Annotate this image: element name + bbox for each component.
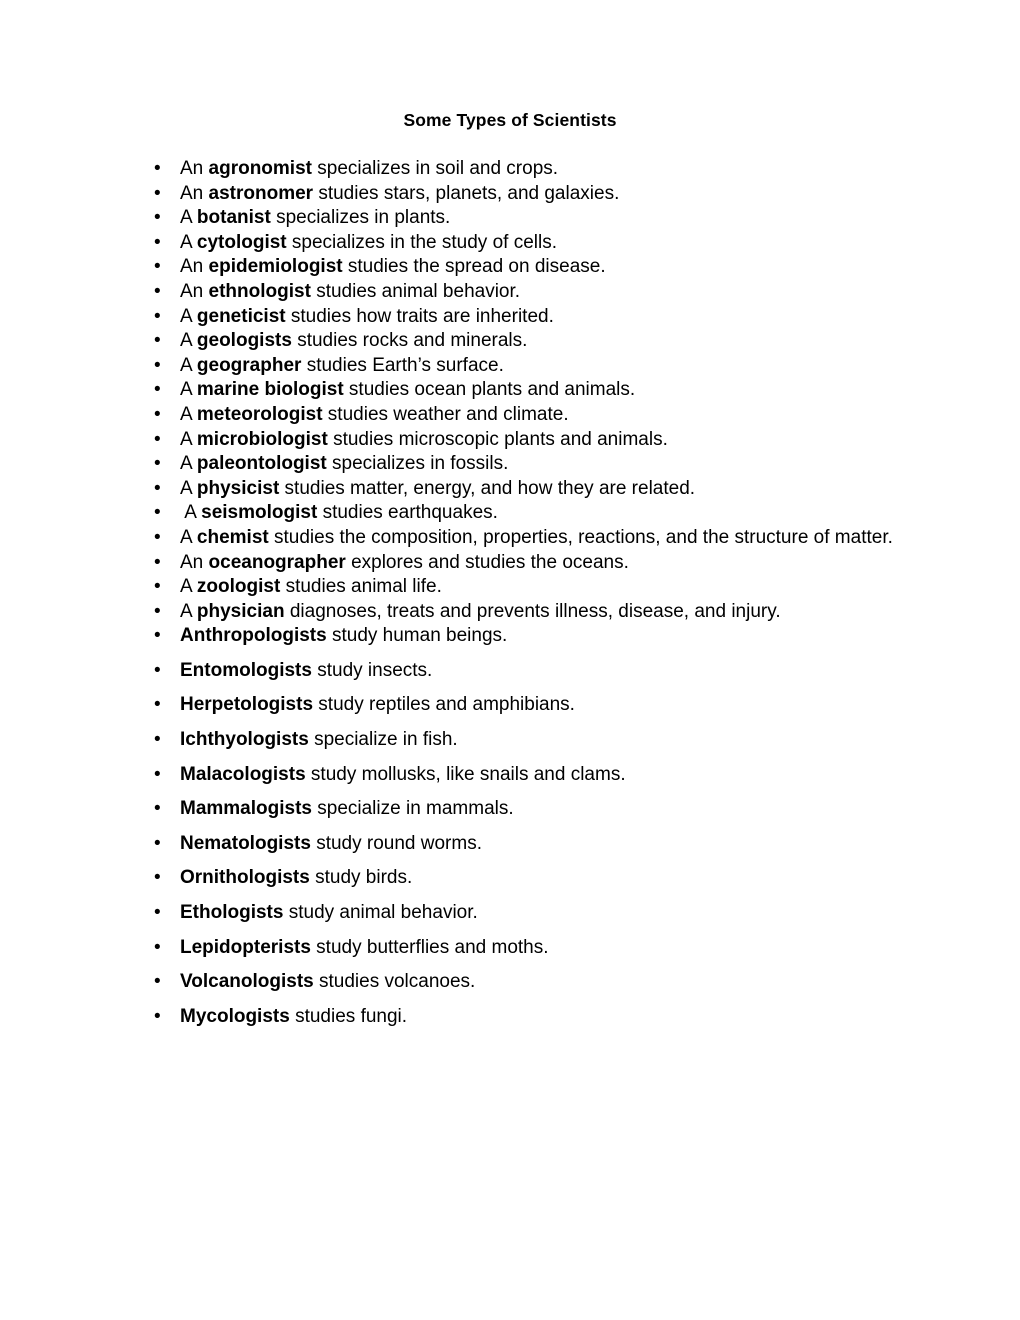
list-item-term: physician	[196, 600, 285, 622]
list-item	[96, 575, 924, 600]
list-item-term: geographer	[196, 354, 302, 376]
list-item-term: Malacologists	[180, 763, 306, 785]
list-item-description: specializes in fossils.	[326, 453, 509, 475]
list-item-term: Anthropologists	[180, 625, 327, 647]
list-item-term: meteorologist	[196, 403, 323, 425]
bullet-icon: •	[154, 971, 161, 993]
list-item-description: studies Earth’s surface.	[301, 354, 504, 376]
list-item-description: studies ocean plants and animals.	[343, 379, 636, 401]
list-item	[96, 452, 924, 477]
list-item-term: Nematologists	[180, 832, 311, 854]
list-item	[96, 624, 924, 649]
list-item-prefix: An	[180, 280, 209, 302]
bullet-icon: •	[154, 902, 161, 924]
list-item	[96, 206, 924, 231]
bullet-icon: •	[154, 694, 161, 716]
list-item-description: study birds.	[309, 867, 413, 889]
list-item-term: Mycologists	[180, 1005, 290, 1027]
list-item-prefix: A	[180, 379, 197, 401]
list-item-description: specialize in fish.	[308, 729, 458, 751]
list-item-prefix: A	[180, 305, 197, 327]
list-item-description: study animal behavior.	[283, 902, 478, 924]
list-item-prefix: An	[180, 182, 209, 204]
list-item-prefix: A	[180, 453, 197, 475]
bullet-icon: •	[154, 832, 161, 854]
list-item-prefix: An	[180, 256, 209, 278]
list-item	[96, 305, 924, 330]
list-item-term: Ethologists	[180, 902, 284, 924]
list-item	[96, 157, 924, 182]
list-item-prefix: A	[180, 207, 197, 229]
list-item-term: astronomer	[208, 182, 314, 204]
list-item-prefix: A	[180, 477, 197, 499]
list-item-term: Volcanologists	[180, 971, 314, 993]
bullet-icon: •	[154, 453, 161, 475]
list-item	[96, 1005, 924, 1030]
list-item-description: diagnoses, treats and prevents illness, disease, and injury.	[284, 600, 781, 622]
list-item-description: study reptiles and amphibians.	[313, 694, 575, 716]
list-item-term: paleontologist	[196, 453, 327, 475]
list-item	[96, 428, 924, 453]
list-item-prefix: A	[180, 526, 197, 548]
bullet-icon: •	[154, 576, 161, 598]
bullet-icon: •	[154, 477, 161, 499]
list-item-prefix: A	[180, 502, 202, 524]
bullet-icon: •	[154, 867, 161, 889]
list-item-term: epidemiologist	[208, 256, 343, 278]
list-item-prefix: A	[180, 576, 197, 598]
list-item-term: oceanographer	[208, 551, 346, 573]
list-item	[96, 378, 924, 403]
bullet-icon: •	[154, 729, 161, 751]
list-item-description: studies fungi.	[289, 1005, 408, 1027]
list-item	[96, 501, 924, 526]
list-item	[96, 403, 924, 428]
list-item-description: studies weather and climate.	[322, 403, 569, 425]
list-item	[96, 797, 924, 822]
list-item-term: agronomist	[208, 158, 312, 179]
list-item-description: studies the spread on disease.	[342, 256, 606, 278]
list-item	[96, 659, 924, 684]
list-item-description: studies volcanoes.	[313, 971, 476, 993]
list-item-prefix: A	[180, 403, 197, 425]
list-item-term: Ornithologists	[180, 867, 310, 889]
list-item-description: specializes in the study of cells.	[286, 231, 557, 253]
list-item-description: studies the composition, properties, reactions, and the structure of matter.	[268, 526, 893, 548]
list-item-prefix: A	[180, 231, 197, 253]
page-title: Some Types of Scientists	[403, 110, 617, 130]
list-item-term: Ichthyologists	[180, 729, 309, 751]
bullet-icon: •	[154, 330, 161, 352]
list-item-description: specializes in soil and crops.	[311, 158, 559, 179]
list-item	[96, 832, 924, 857]
list-item-term: geneticist	[196, 305, 286, 327]
list-item-description: specializes in plants.	[270, 207, 451, 229]
list-item	[96, 600, 924, 625]
bullet-icon: •	[154, 280, 161, 302]
list-item-prefix: A	[180, 600, 197, 622]
list-item-term: microbiologist	[196, 428, 328, 450]
list-item	[96, 901, 924, 926]
list-item	[96, 280, 924, 305]
list-item	[96, 526, 924, 551]
list-item	[96, 763, 924, 788]
list-item-term: zoologist	[196, 576, 281, 598]
list-item-term: Mammalogists	[180, 798, 312, 820]
list-item	[96, 551, 924, 576]
list-item-term: seismologist	[201, 502, 318, 524]
list-item	[96, 329, 924, 354]
list-item-description: studies animal behavior.	[310, 280, 521, 302]
list-item-description: study human beings.	[326, 625, 508, 647]
list-item-prefix: An	[180, 158, 209, 179]
list-item	[96, 866, 924, 891]
bullet-icon: •	[154, 256, 161, 278]
list-item	[96, 728, 924, 753]
list-item-description: study mollusks, like snails and clams.	[305, 763, 626, 785]
list-item-description: studies how traits are inherited.	[285, 305, 554, 327]
list-item	[96, 970, 924, 995]
list-item-description: study butterflies and moths.	[310, 936, 549, 958]
list-item	[96, 354, 924, 379]
bullet-icon: •	[154, 936, 161, 958]
bullet-icon: •	[154, 798, 161, 820]
bullet-icon: •	[154, 526, 161, 548]
list-item-prefix: A	[180, 428, 197, 450]
list-item-term: Lepidopterists	[180, 936, 311, 958]
list-item-term: botanist	[196, 207, 271, 229]
list-item-term: cytologist	[196, 231, 287, 253]
bullet-icon: •	[154, 428, 161, 450]
list-item-term: Herpetologists	[180, 694, 314, 716]
list-item-prefix: A	[180, 354, 197, 376]
bullet-icon: •	[154, 305, 161, 327]
list-item-term: physicist	[196, 477, 280, 499]
list-item-term: marine biologist	[196, 379, 344, 401]
bullet-icon: •	[154, 502, 161, 524]
bullet-icon: •	[154, 551, 161, 573]
bullet-icon: •	[154, 231, 161, 253]
list-item-description: studies microscopic plants and animals.	[327, 428, 668, 450]
list-item	[96, 182, 924, 207]
list-item	[96, 477, 924, 502]
bullet-icon: •	[154, 354, 161, 376]
bullet-icon: •	[154, 182, 161, 204]
bullet-icon: •	[154, 1005, 161, 1027]
bullet-icon: •	[154, 207, 161, 229]
list-item	[96, 693, 924, 718]
bullet-icon: •	[154, 600, 161, 622]
list-item-prefix: A	[180, 330, 197, 352]
list-item-term: geologists	[196, 330, 292, 352]
list-item-term: Entomologists	[180, 659, 312, 681]
list-item	[96, 231, 924, 256]
bullet-icon: •	[154, 763, 161, 785]
list-item-description: studies matter, energy, and how they are related.	[279, 477, 696, 499]
bullet-icon: •	[154, 659, 161, 681]
list-item-description: study insects.	[311, 659, 433, 681]
scientist-list	[96, 157, 924, 1029]
bullet-icon: •	[154, 625, 161, 647]
list-item-description: explores and studies the oceans.	[345, 551, 629, 573]
list-item	[96, 936, 924, 961]
list-item-description: studies rocks and minerals.	[291, 330, 528, 352]
list-item-term: chemist	[196, 526, 269, 548]
list-item-prefix: An	[180, 551, 209, 573]
bullet-icon: •	[154, 379, 161, 401]
list-item-description: studies animal life.	[280, 576, 442, 598]
bullet-icon: •	[154, 403, 161, 425]
list-item	[96, 255, 924, 280]
list-item-description: studies stars, planets, and galaxies.	[313, 182, 620, 204]
list-item-description: studies earthquakes.	[317, 502, 498, 524]
list-item-description: study round worms.	[310, 832, 482, 854]
bullet-icon: •	[154, 158, 161, 179]
list-item-term: ethnologist	[208, 280, 311, 302]
list-item-description: specialize in mammals.	[311, 798, 514, 820]
